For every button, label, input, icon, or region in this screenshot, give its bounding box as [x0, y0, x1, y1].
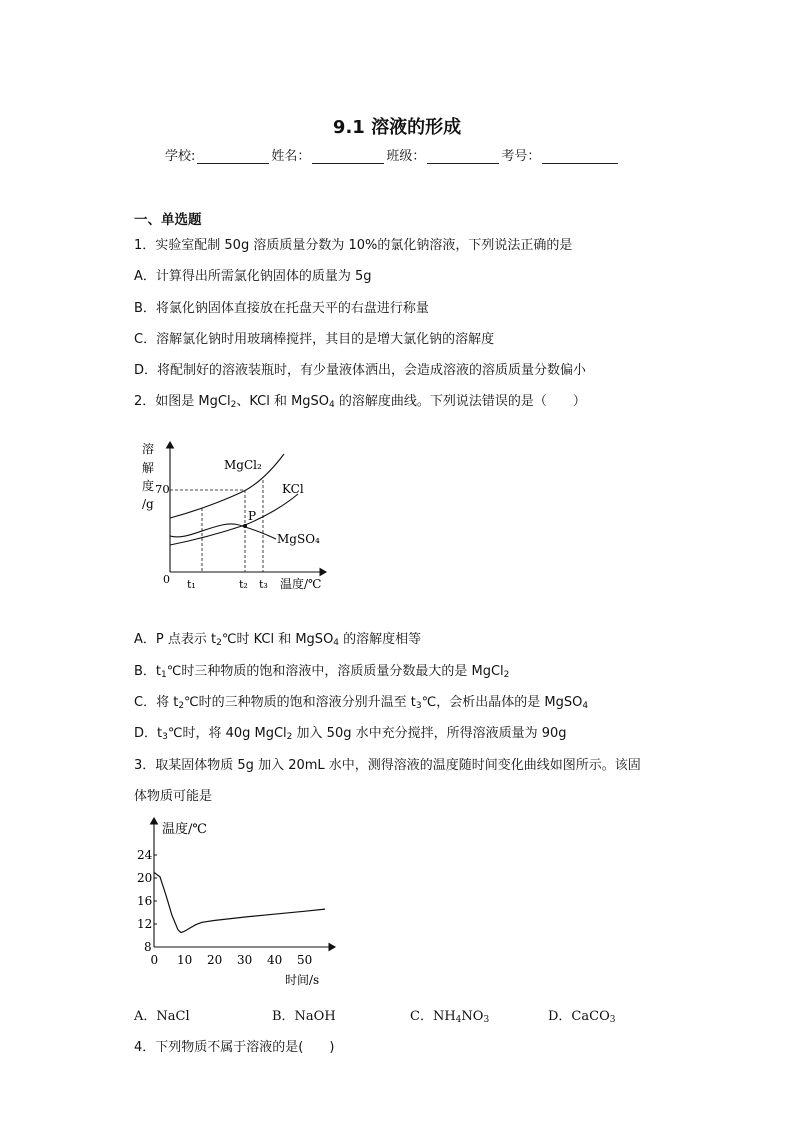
question-3-stem-line1: 3．取某固体物质 5g 加入 20mL 水中，测得溶液的温度随时间变化曲线如图所示。该固 [134, 758, 641, 773]
x-tick-label: 30 [237, 953, 253, 967]
question-1-option-b[interactable]: B．将氯化钠固体直接放在托盘天平的右盘进行称量 [134, 301, 429, 316]
solubility-curve-figure [130, 432, 360, 600]
question-1-option-c[interactable]: C．溶解氯化钠时用玻璃棒搅拌，其目的是增大氯化钠的溶解度 [134, 332, 495, 347]
question-3-stem-line2: 体物质可能是 [134, 789, 213, 804]
question-2-stem: 2．如图是 MgCl$_2$、KCl 和 MgSO$_4$ 的溶解度曲线。下列说法错误的是（ ） [134, 394, 586, 410]
name-blank[interactable] [312, 150, 384, 164]
school-label: 学校: [165, 149, 196, 164]
chart-ylabel: 温度/℃ [162, 822, 207, 837]
question-1-stem: 1．实验室配制 50g 溶质质量分数为 10%的氯化钠溶液，下列说法正确的是 [134, 238, 573, 253]
ylabel-char-4: /g [142, 497, 154, 511]
section-heading: 一、单选题 [134, 212, 202, 228]
question-2-option-b[interactable]: B．$t_1℃$时三种物质的饱和溶液中，溶质质量分数最大的是 MgCl$_2$ [134, 664, 510, 680]
question-2-option-c[interactable]: C．将 $t_2℃$时的三种物质的饱和溶液分别升温至 $t_3℃$，会析出晶体的是 MgSO$_4$ [134, 695, 589, 711]
question-1-option-a[interactable]: A．计算得出所需氯化钠固体的质量为 5g [134, 269, 372, 284]
y-tick-label: 16 [137, 894, 153, 908]
class-blank[interactable] [427, 150, 499, 164]
question-3-options [134, 1005, 686, 1024]
question-3-option-c[interactable]: C．$NH_4NO_3$ [410, 1009, 490, 1025]
question-3-option-a[interactable]: A．NaCl [134, 1009, 190, 1024]
question-2-option-d[interactable]: D．$t_3℃$时，将 40g MgCl$_2$ 加入 50g 水中充分搅拌，所得溶液质量为 90g [134, 726, 567, 742]
label-kcl: KCl [282, 482, 304, 496]
exam-no-label: 考号： [501, 149, 541, 164]
x-tick-label: 40 [267, 953, 283, 967]
y-tick-70: 70 [155, 482, 170, 496]
class-label: 班级： [386, 149, 426, 164]
point-p [243, 524, 247, 528]
ylabel-char-3: 度 [142, 479, 155, 493]
chart-xlabel: 时间/s [285, 973, 320, 987]
x-tick-t3: t₃ [259, 578, 268, 591]
school-blank[interactable] [197, 150, 269, 164]
x-tick-label: 0 [150, 953, 159, 967]
ylabel-char-1: 溶 [142, 442, 155, 456]
question-3-option-d[interactable]: D．CaCO$_3$ [548, 1009, 616, 1025]
question-2-option-a[interactable]: A．P 点表示 $t_2℃$时 KCl 和 MgSO$_4$ 的溶解度相等 [134, 632, 422, 648]
x-tick-label: 10 [177, 953, 193, 967]
x-tick-label: 20 [207, 953, 223, 967]
y-tick-label: 24 [137, 848, 153, 862]
y-tick-label: 8 [144, 940, 152, 954]
exam-no-blank[interactable] [542, 150, 618, 164]
ylabel-char-2: 解 [142, 461, 155, 475]
label-mgcl2: MgCl₂ [224, 458, 262, 472]
origin-label: 0 [163, 573, 170, 586]
temperature-time-chart [125, 812, 345, 992]
label-mgso4: MgSO₄ [277, 532, 320, 546]
question-3-option-b[interactable]: B．NaOH [272, 1009, 336, 1024]
xlabel-temperature: 温度/℃ [280, 577, 322, 591]
y-tick-label: 20 [137, 871, 153, 885]
temperature-series-line [154, 872, 325, 932]
page-title: 9.1 溶液的形成 [332, 117, 462, 138]
name-label: 姓名： [271, 149, 311, 164]
x-tick-t1: t₁ [187, 578, 196, 591]
x-tick-t2: t₂ [239, 578, 248, 591]
student-info-line [165, 145, 620, 164]
y-tick-label: 12 [137, 917, 153, 931]
label-p: P [248, 509, 257, 523]
x-tick-label: 50 [297, 953, 313, 967]
question-1-option-d[interactable]: D．将配制好的溶液装瓶时，有少量液体洒出，会造成溶液的溶质质量分数偏小 [134, 363, 587, 378]
question-4-stem: 4．下列物质不属于溶液的是( ) [134, 1040, 335, 1055]
